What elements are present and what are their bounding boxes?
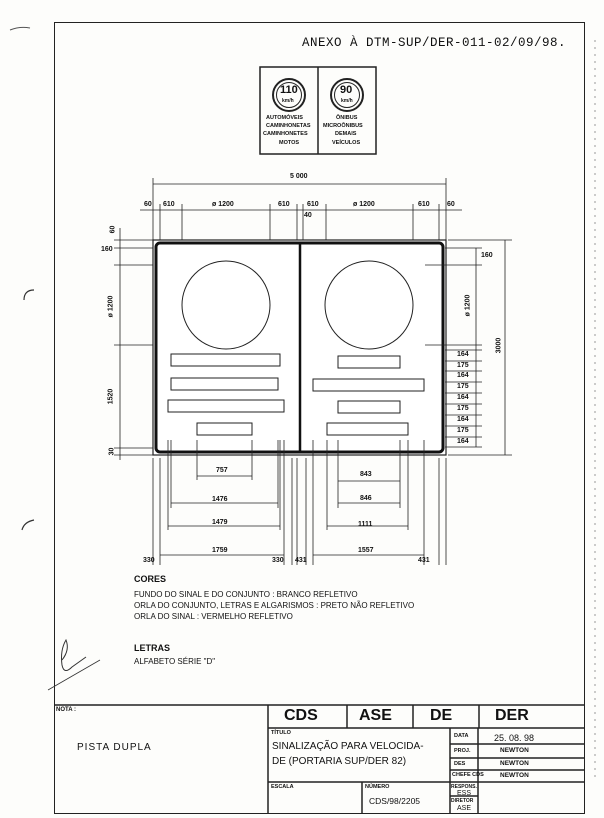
legend-left-line-1: AUTOMÓVEIS xyxy=(266,115,303,121)
dim-right-7: 164 xyxy=(457,394,469,401)
legend-right-line-2: MICROÔNIBUS xyxy=(323,123,363,129)
dim-bottom-right-5: 431 xyxy=(418,557,430,564)
letras-line: ALFABETO SÉRIE "D" xyxy=(134,657,216,666)
dim-left-3: ø 1200 xyxy=(107,295,115,318)
dim-right-9: 164 xyxy=(457,416,469,423)
cores-line-1: FUNDO DO SINAL E DO CONJUNTO : BRANCO REFLETIVO xyxy=(134,590,358,599)
cores-line-3: ORLA DO SINAL : VERMELHO REFLETIVO xyxy=(134,612,293,621)
nota-label: NOTA : xyxy=(56,707,76,713)
dim-total-width: 5 000 xyxy=(290,173,308,180)
legend-right-line-1: ÔNIBUS xyxy=(336,115,358,121)
escala-label: ESCALA xyxy=(271,784,294,790)
dim-top-8: 60 xyxy=(447,201,455,208)
numero-value: CDS/98/2205 xyxy=(369,796,421,806)
header-ase: ASE xyxy=(359,707,392,724)
legend-right-line-4: VEÍCULOS xyxy=(332,140,361,146)
cores-line-2: ORLA DO CONJUNTO, LETRAS E ALGARISMOS : PRETO NÃO REFLETIVO xyxy=(134,601,415,610)
proj-value: NEWTON xyxy=(500,747,529,754)
letras-title: LETRAS xyxy=(134,643,170,653)
dim-bottom-mid-2: 431 xyxy=(295,557,307,564)
legend-left-line-3: CAMINHONETES xyxy=(263,131,308,137)
dim-bottom-left-2: 1476 xyxy=(212,496,228,503)
legend-left-line-2: CAMINHONETAS xyxy=(266,123,311,129)
dim-top-6: ø 1200 xyxy=(353,201,375,208)
dim-top-2: 610 xyxy=(163,201,175,208)
dim-bottom-right-4: 1557 xyxy=(358,547,374,554)
dim-right-8: 175 xyxy=(457,405,469,412)
dim-left-2: 160 xyxy=(101,246,113,253)
diretor-value: ASE xyxy=(457,805,472,812)
chefe-label: CHEFE CDS xyxy=(452,772,484,778)
dim-bottom-left-5: 330 xyxy=(143,557,155,564)
nota-text: PISTA DUPLA xyxy=(77,742,152,753)
legend-right-speed: 90 xyxy=(340,84,353,96)
dim-top-5: 610 xyxy=(307,201,319,208)
dim-bottom-left-3: 1479 xyxy=(212,519,228,526)
des-value: NEWTON xyxy=(500,760,529,767)
dim-bottom-left-4: 1759 xyxy=(212,547,228,554)
legend-right-unit: km/h xyxy=(341,98,353,104)
dim-right-2: ø 1200 xyxy=(464,294,472,317)
dim-bottom-right-3: 1111 xyxy=(358,521,373,528)
dim-bottom-mid-1: 330 xyxy=(272,557,284,564)
dim-right-1: 160 xyxy=(481,252,493,259)
titulo-line-1: SINALIZAÇÃO PARA VELOCIDA- xyxy=(272,741,424,752)
bottom-dimensions xyxy=(153,440,446,565)
dim-bottom-left-1: 757 xyxy=(216,467,228,474)
titulo-label: TÍTULO xyxy=(271,730,291,736)
dim-left-1: 60 xyxy=(109,225,117,234)
data-label: DATA xyxy=(454,733,469,739)
dim-right-3: 164 xyxy=(457,351,469,358)
numero-label: NÚMERO xyxy=(365,784,390,790)
dim-top-7: 610 xyxy=(418,201,430,208)
legend-right-line-3: DEMAIS xyxy=(335,131,357,137)
annex-reference: ANEXO À DTM-SUP/DER-011-02/09/98. xyxy=(302,36,567,50)
legend-left-line-4: MOTOS xyxy=(279,140,300,146)
dim-center-gap: 40 xyxy=(304,212,312,219)
dim-right-11: 164 xyxy=(457,438,469,445)
legend-left-unit: km/h xyxy=(282,98,294,104)
cores-title: CORES xyxy=(134,574,167,584)
data-value: 25. 08. 98 xyxy=(494,733,535,743)
dim-left-5: 30 xyxy=(108,447,116,456)
legend-left-speed: 110 xyxy=(280,84,298,96)
dim-bottom-right-1: 843 xyxy=(360,471,372,478)
dim-right-5: 164 xyxy=(457,372,469,379)
dim-left-4: 1520 xyxy=(107,388,115,405)
dim-top-4: 610 xyxy=(278,201,290,208)
respons-value: ESS xyxy=(457,790,472,797)
header-de: DE xyxy=(430,707,453,724)
dim-top-1: 60 xyxy=(144,201,152,208)
header-cds: CDS xyxy=(284,707,318,724)
header-der: DER xyxy=(495,707,529,724)
dim-bottom-right-2: 846 xyxy=(360,495,372,502)
dim-top-3: ø 1200 xyxy=(212,201,234,208)
dim-right-4: 175 xyxy=(457,362,469,369)
main-sign-assembly xyxy=(153,240,446,455)
respons-label: RESPONS. xyxy=(451,784,477,790)
dim-total-height: 3000 xyxy=(495,337,503,354)
des-label: DES xyxy=(454,761,466,767)
dim-right-6: 175 xyxy=(457,383,469,390)
proj-label: PROJ. xyxy=(454,748,471,754)
titulo-line-2: DE (PORTARIA SUP/DER 82) xyxy=(272,756,407,767)
chefe-value: NEWTON xyxy=(500,772,529,779)
dim-right-10: 175 xyxy=(457,427,469,434)
diretor-label: DIRETOR xyxy=(451,798,474,804)
